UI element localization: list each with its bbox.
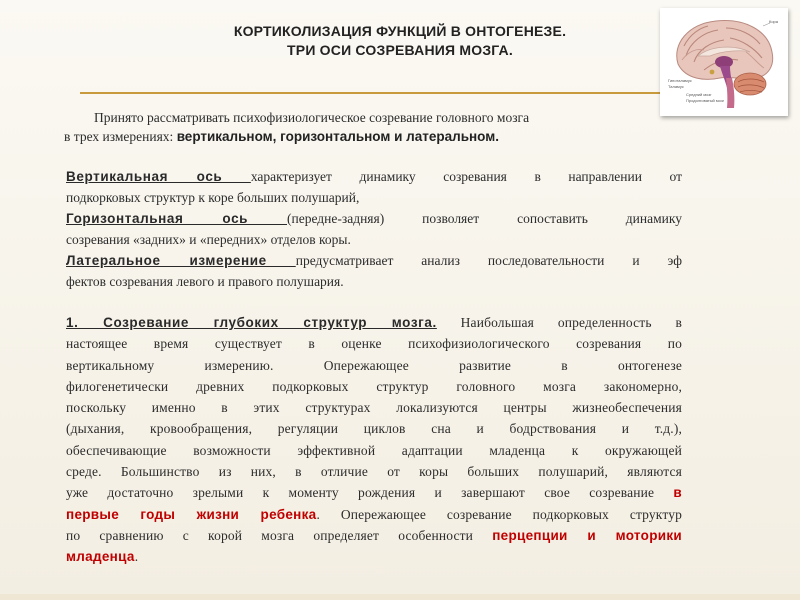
section-1-line-8: среде. Большинство из них, в отличие от коры больших полушарий, являются	[66, 464, 682, 480]
section-1-line-11	[66, 525, 682, 546]
horizontal-axis-line-1	[66, 208, 682, 229]
section-1-line-2: настоящее время существует в оценке психофизиологического созревания по	[66, 336, 682, 352]
svg-text:Средний мозг: Средний мозг	[686, 92, 712, 97]
highlight-perception-motor: перцепции и моторики	[492, 527, 682, 543]
svg-text:Продолговатый мозг: Продолговатый мозг	[686, 98, 725, 103]
section-1-line-12-text: .	[134, 549, 139, 565]
section-1-line-1-text: Наибольшая определенность в	[436, 315, 682, 330]
horizontal-axis-term: Горизонтальная ось	[66, 211, 288, 226]
svg-text:Кора: Кора	[769, 19, 779, 24]
slide-bottom-band	[0, 594, 800, 600]
intro-dimensions-list: вертикальном, горизонтальном и латеральном.	[176, 129, 499, 144]
section-1-line-9-text: уже достаточно зрелыми к моменту рождения и завершают свое созревание	[66, 485, 674, 501]
section-1-line-12	[66, 546, 682, 567]
intro-paragraph	[66, 108, 682, 146]
intro-line-2-prefix: в трех измерениях:	[64, 129, 177, 144]
section-1-line-10	[66, 504, 682, 525]
axes-definitions	[66, 166, 682, 292]
vertical-axis-text-1: характеризует динамику созревания в направлении от	[250, 169, 683, 184]
title-line-2: ТРИ ОСИ СОЗРЕВАНИЯ МОЗГА.	[287, 42, 513, 58]
horizontal-axis-text-1: (передне-задняя) позволяет сопоставить динамику	[287, 211, 683, 226]
section-1-line-5: поскольку именно в этих структурах локализуются центры жизнеобеспечения	[66, 400, 682, 416]
section-1-heading: 1. Созревание глубоких структур мозга.	[66, 315, 437, 330]
section-1-line-1	[66, 312, 682, 333]
title-line-1: КОРТИКОЛИЗАЦИЯ ФУНКЦИЙ В ОНТОГЕНЕЗЕ.	[233, 23, 567, 39]
title-separator-line	[80, 92, 675, 94]
highlight-v: в	[673, 485, 682, 501]
highlight-infant: младенца	[66, 549, 135, 565]
lateral-axis-text-1: предусматривает анализ последовательности и эф	[295, 253, 683, 268]
highlight-first-years: первые годы жизни ребенка	[66, 506, 317, 522]
section-1-paragraph	[66, 312, 682, 568]
svg-text:Таламус: Таламус	[668, 84, 684, 89]
section-1-line-6: (дыхания, кровообращения, регуляции циклов сна и бодрствования и т.д.),	[66, 421, 682, 437]
intro-line-1: Принято рассматривать психофизиологическое созревание головного мозга	[94, 110, 530, 125]
slide-title	[150, 22, 650, 60]
section-1-line-4: филогенетически древних подкорковых структур головного мозга закономерно,	[66, 378, 682, 394]
vertical-axis-term: Вертикальная ось	[66, 169, 251, 184]
brain-sagittal-section-icon	[664, 12, 784, 112]
brain-image-frame	[660, 8, 788, 116]
vertical-axis-line-1	[66, 166, 682, 187]
horizontal-axis-line-2: созревания «задних» и «передних» отделов коры.	[66, 232, 351, 247]
lateral-axis-term: Латеральное измерение	[66, 253, 296, 268]
section-1-line-10-text: . Опережающее созревание подкорковых структур	[316, 506, 682, 522]
section-1-line-3: вертикальному измерению. Опережающее развитие в онтогенезе	[66, 357, 682, 373]
slide-body	[66, 108, 682, 568]
section-1-line-11-text: по сравнению с корой мозга определяет особенности	[66, 527, 493, 543]
section-1-line-9	[66, 482, 682, 503]
vertical-axis-line-2: подкорковых структур к коре больших полушарий,	[66, 190, 360, 205]
section-1-line-7: обеспечивающие возможности эффективной адаптации младенца к окружающей	[66, 442, 682, 458]
intro-line-2	[64, 127, 682, 146]
lateral-axis-line-1	[66, 250, 682, 271]
lateral-axis-line-2: фектов созревания левого и правого полушария.	[66, 274, 344, 289]
svg-text:Гипоталамус: Гипоталамус	[668, 78, 692, 83]
